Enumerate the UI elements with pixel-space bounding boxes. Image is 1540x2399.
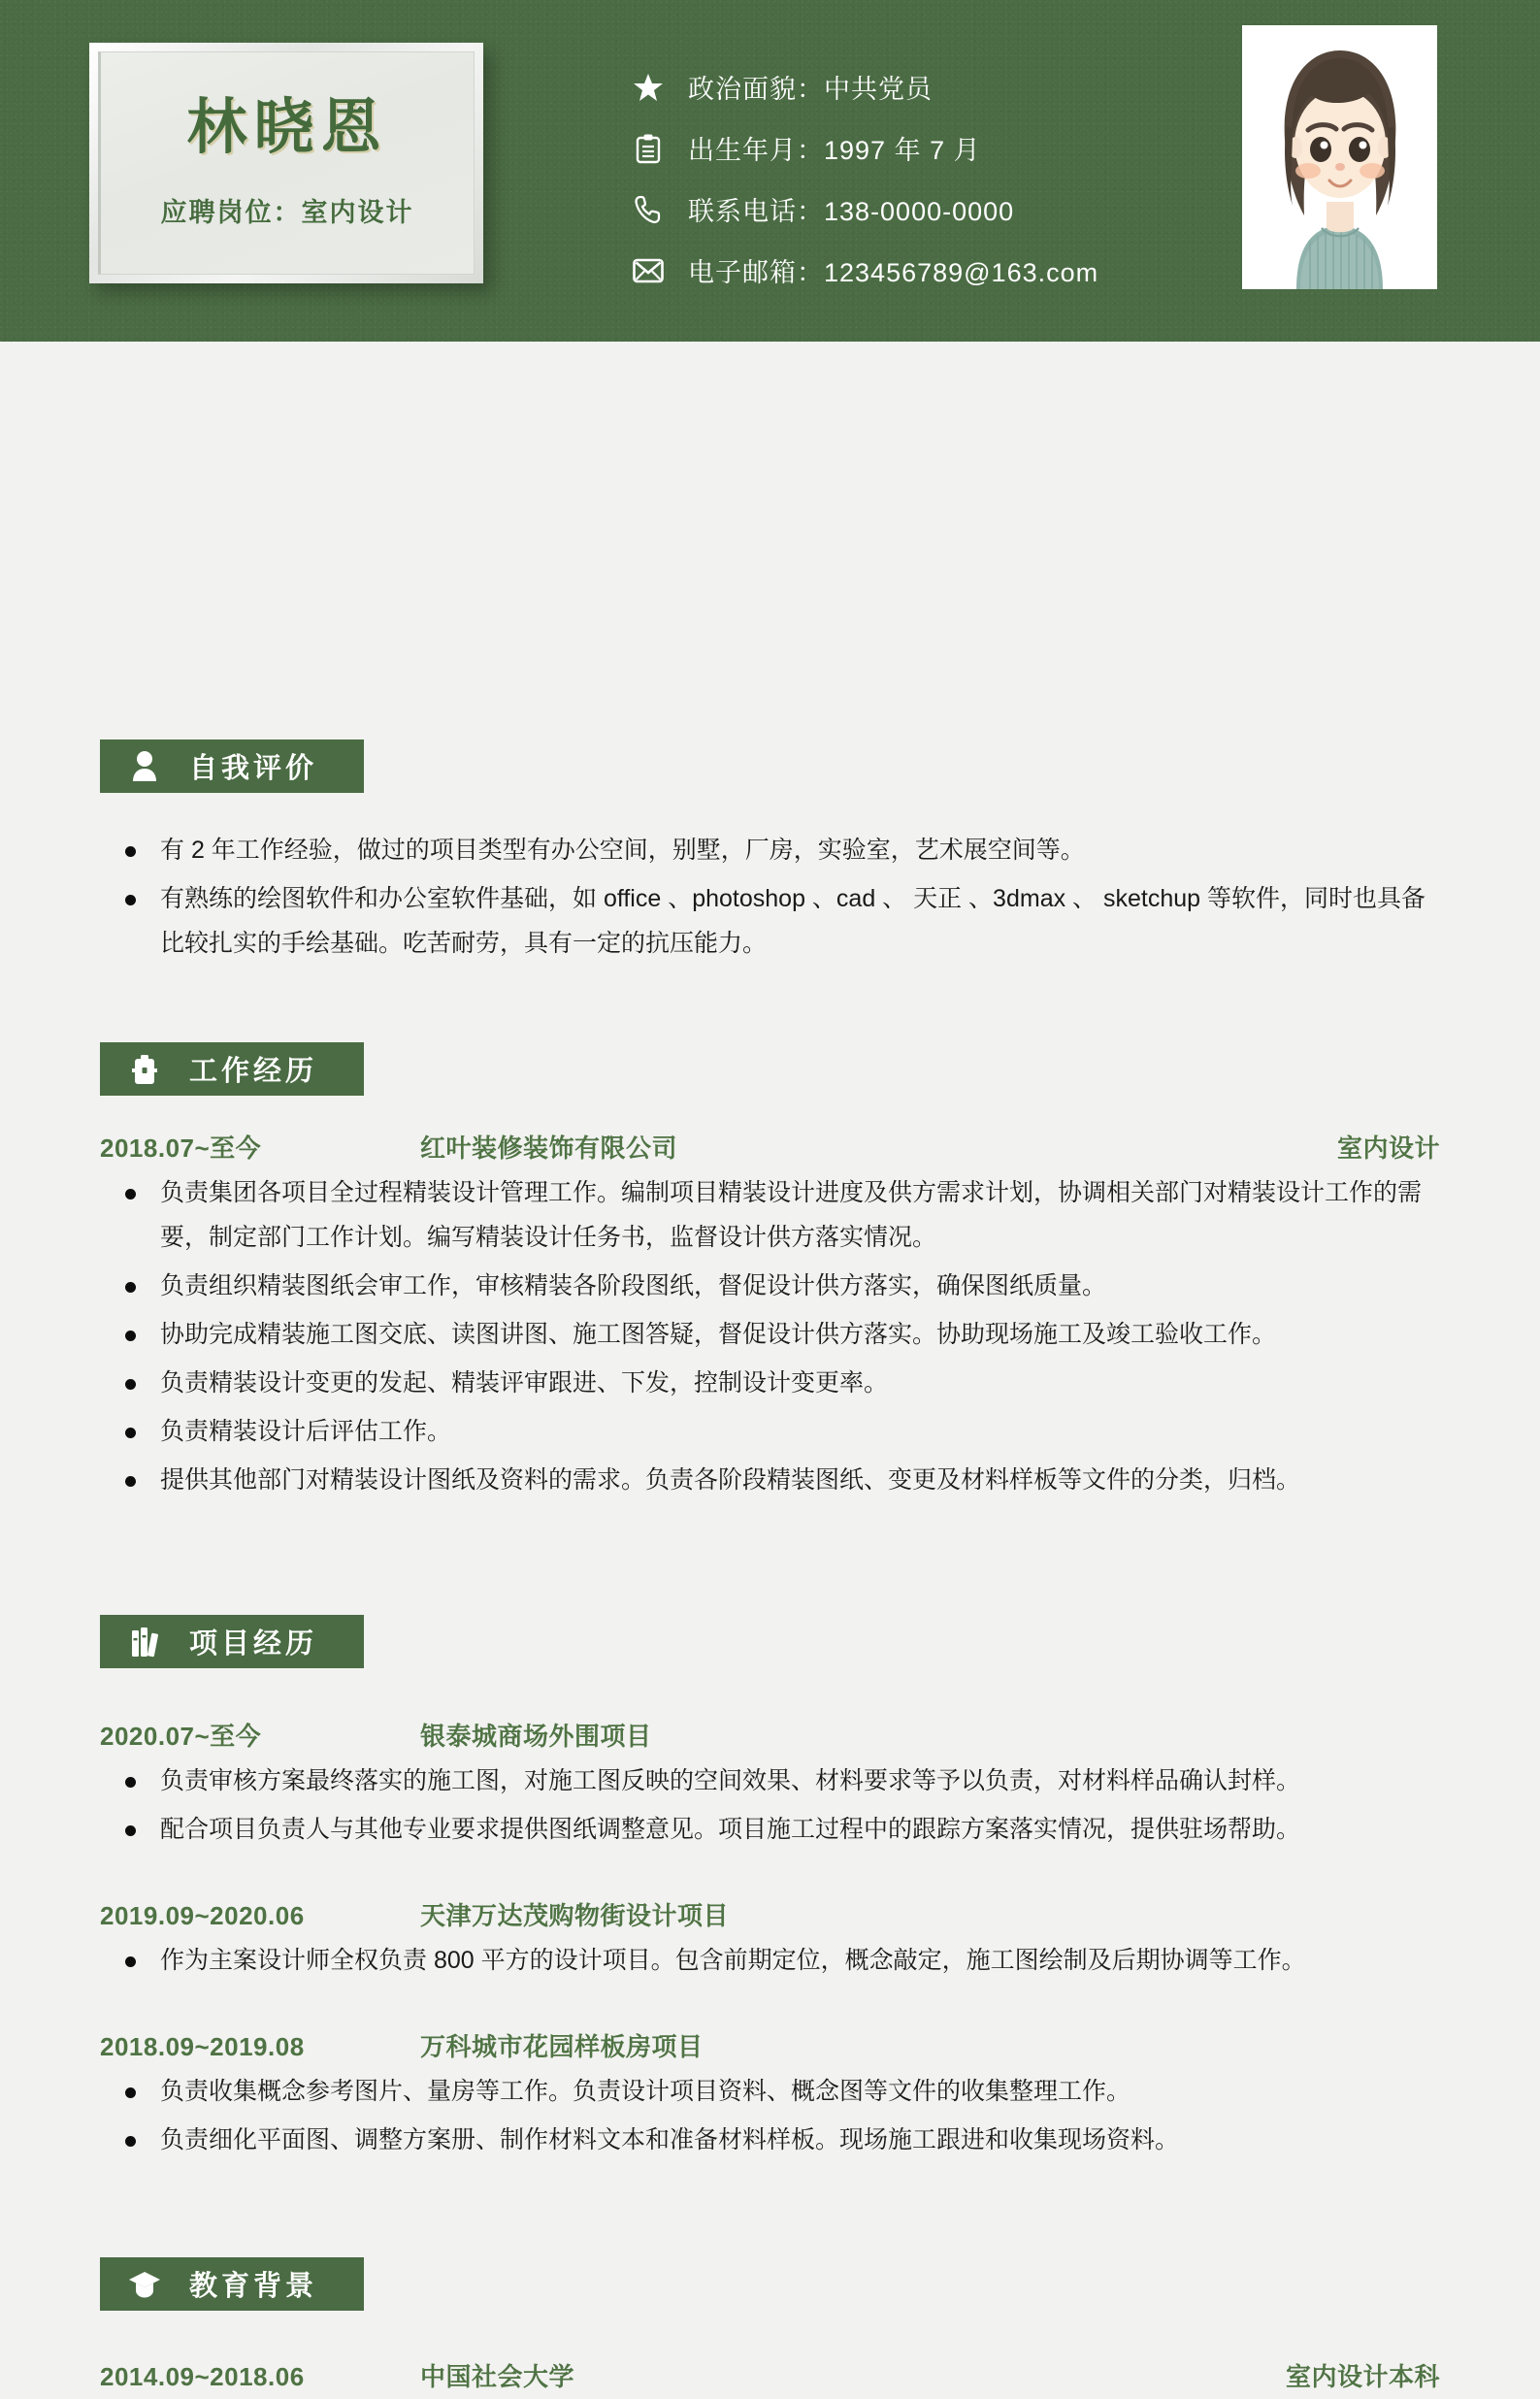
resume-header [0, 0, 1540, 342]
project-entry [100, 2027, 1440, 2162]
list-item: 负责细化平面图、调整方案册、制作材料文本和准备材料样板。现场施工跟进和收集现场资料。 [100, 2118, 1440, 2162]
education-entry-school: 中国社会大学 [420, 2362, 575, 2391]
person-icon [125, 750, 164, 783]
list-item: 作为主案设计师全权负责 800 平方的设计项目。包含前期定位，概念敲定，施工图绘制及后期协调等工作。 [100, 1938, 1440, 1983]
contact-text-phone: 联系电话：138-0000-0000 [688, 197, 1015, 226]
list-item: 有熟练的绘图软件和办公室软件基础，如 office 、photoshop 、cad 、 天正 、3dmax 、 sketchup 等软件，同时也具备比较扎实的手绘基础。吃苦耐劳，具有一定的抗压能力。 [100, 876, 1440, 966]
section-header-self-evaluation [100, 739, 364, 793]
list-item: 提供其他部门对精装设计图纸及资料的需求。负责各阶段精装图纸、变更及材料样板等文件的分类，归档。 [100, 1458, 1440, 1502]
contact-row-phone [626, 179, 1098, 240]
project-entry-date: 2019.09~2020.06 [100, 1901, 305, 1930]
self-evaluation-bullets [100, 828, 1440, 966]
list-item: 负责收集概念参考图片、量房等工作。负责设计项目资料、概念图等文件的收集整理工作。 [100, 2069, 1440, 2114]
education-entry [100, 2357, 1440, 2393]
applied-position: 应聘岗位：室内设计 [160, 197, 414, 227]
list-item: 负责精装设计后评估工作。 [100, 1409, 1440, 1454]
project-entry-date: 2018.09~2019.08 [100, 2032, 305, 2061]
contact-text-birth-date: 出生年月：1997 年 7 月 [688, 136, 981, 165]
avatar [1242, 25, 1437, 289]
project-entry [100, 1896, 1440, 1983]
contact-row-email [626, 240, 1098, 301]
phone-icon [626, 194, 671, 225]
list-item: 负责审核方案最终落实的施工图，对施工图反映的空间效果、材料要求等予以负责，对材料样品确认封样。 [100, 1758, 1440, 1803]
list-item: 配合项目负责人与其他专业要求提供图纸调整意见。项目施工过程中的跟踪方案落实情况，提供驻场帮助。 [100, 1807, 1440, 1852]
star-icon [626, 72, 671, 103]
work-entry-role: 室内设计 [1336, 1134, 1440, 1163]
list-item: 有 2 年工作经验，做过的项目类型有办公空间，别墅，厂房，实验室，艺术展空间等。 [100, 828, 1440, 872]
project-entry-date: 2020.07~至今 [100, 1722, 262, 1751]
contact-text-email: 电子邮箱：123456789@163.com [688, 258, 1099, 287]
project-entry-heading [100, 1896, 1440, 1932]
education-entry-date: 2014.09~2018.06 [100, 2362, 305, 2391]
section-education [100, 2257, 1440, 2399]
work-entry-date: 2018.07~至今 [100, 1134, 262, 1163]
section-title-self-evaluation: 自我评价 [189, 753, 318, 784]
project-entry-bullets [100, 1938, 1440, 1983]
project-entry-heading [100, 1717, 1440, 1753]
section-self-evaluation [100, 739, 1440, 969]
graduation-cap-icon [125, 2269, 164, 2300]
avatar-illustration [1242, 25, 1437, 289]
project-entry-name: 万科城市花园样板房项目 [420, 2032, 704, 2061]
work-entry-bullets [100, 1170, 1440, 1502]
work-entry [100, 1129, 1440, 1502]
clipboard-icon [626, 133, 671, 164]
education-entry-degree: 室内设计本科 [1285, 2362, 1440, 2391]
books-icon [125, 1626, 164, 1659]
candidate-name: 林晓恩 [186, 93, 388, 161]
section-header-project-experience [100, 1615, 364, 1668]
work-entry-company: 红叶装修装饰有限公司 [420, 1134, 678, 1163]
section-title-education: 教育背景 [189, 2271, 318, 2302]
briefcase-icon [125, 1053, 164, 1086]
section-project-experience [100, 1615, 1440, 2166]
project-entry-heading [100, 2027, 1440, 2063]
list-item: 负责集团各项目全过程精装设计管理工作。编制项目精装设计进度及供方需求计划，协调相关部门对精装设计工作的需要，制定部门工作计划。编写精装设计任务书，监督设计供方落实情况。 [100, 1170, 1440, 1260]
name-plaque-inner [98, 51, 475, 275]
contact-text-political-status: 政治面貌：中共党员 [688, 75, 933, 104]
list-item: 负责精装设计变更的发起、精装评审跟进、下发，控制设计变更率。 [100, 1361, 1440, 1405]
list-item: 协助完成精装施工图交底、读图讲图、施工图答疑，督促设计供方落实。协助现场施工及竣工验收工作。 [100, 1312, 1440, 1357]
project-entry-bullets [100, 1758, 1440, 1852]
section-title-work-experience: 工作经历 [189, 1056, 318, 1087]
contact-list [626, 56, 1098, 301]
project-entry-name: 银泰城商场外围项目 [420, 1722, 652, 1751]
section-title-project-experience: 项目经历 [189, 1628, 318, 1660]
section-header-work-experience [100, 1042, 364, 1096]
contact-row-political-status [626, 56, 1098, 117]
contact-row-birth-date [626, 117, 1098, 179]
section-work-experience [100, 1042, 1440, 1506]
envelope-icon [626, 256, 671, 285]
section-header-education [100, 2257, 364, 2311]
work-entry-heading [100, 1129, 1440, 1165]
project-entry-name: 天津万达茂购物街设计项目 [420, 1901, 730, 1930]
project-entry-bullets [100, 2069, 1440, 2162]
project-entry [100, 1717, 1440, 1852]
education-entry-heading [100, 2357, 1440, 2393]
name-plaque [89, 43, 483, 283]
list-item: 负责组织精装图纸会审工作，审核精装各阶段图纸，督促设计供方落实，确保图纸质量。 [100, 1264, 1440, 1308]
